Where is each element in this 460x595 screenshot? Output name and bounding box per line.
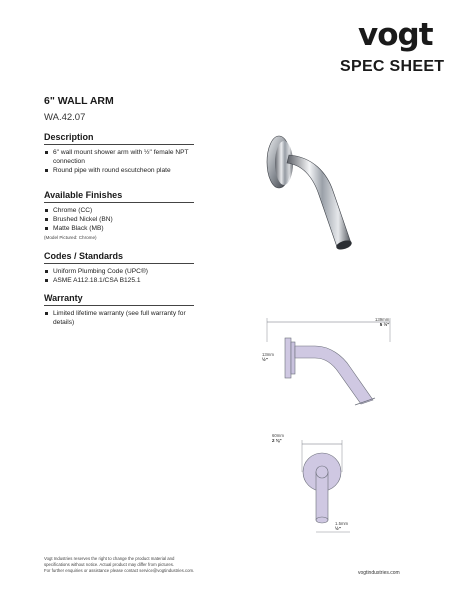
- list-item: ASME A112.18.1/CSA B125.1: [44, 276, 194, 285]
- product-title: 6" WALL ARM: [44, 95, 114, 107]
- finishes-section: [44, 190, 194, 240]
- front-width-dimension: 60mm 2 ⅜": [272, 433, 284, 443]
- codes-heading: Codes / Standards: [44, 251, 194, 264]
- front-outlet-dimension: 1.5mm ½": [335, 521, 349, 531]
- side-height-dimension: 13mm ½": [262, 352, 274, 362]
- brand-logo: vogt: [358, 17, 433, 53]
- warranty-section: [44, 293, 194, 327]
- finishes-heading: Available Finishes: [44, 190, 194, 203]
- product-code: WA.42.07: [44, 112, 86, 123]
- side-length-dimension: 139mm 5 ½": [375, 317, 390, 327]
- list-item: Matte Black (MB): [44, 224, 194, 233]
- model-pictured-note: (Model Pictured: Chrome): [44, 235, 97, 240]
- description-section: [44, 132, 194, 175]
- side-view-drawing: [255, 312, 400, 412]
- product-photo: [255, 135, 365, 265]
- warranty-heading: Warranty: [44, 293, 194, 306]
- list-item: Uniform Plumbing Code (UPC®): [44, 267, 194, 276]
- doc-type-title: SPEC SHEET: [340, 58, 445, 75]
- codes-section: [44, 251, 194, 285]
- description-heading: Description: [44, 132, 194, 145]
- list-item: 6" wall mount shower arm with ½" female NPT connection: [44, 148, 194, 166]
- list-item: Brushed Nickel (BN): [44, 215, 194, 224]
- list-item: Chrome (CC): [44, 206, 194, 215]
- list-item: Round pipe with round escutcheon plate: [44, 166, 194, 175]
- footer-disclaimer: Vogt Industries reserves the right to change the product material and specifications without notice. Actual product may differ from pictures. For further enquiries or assistance please contact service@vogtindustries.com.: [44, 556, 195, 573]
- footer-website-link[interactable]: vogtindustries.com: [358, 570, 400, 576]
- list-item: Limited lifetime warranty (see full warranty for details): [44, 309, 194, 327]
